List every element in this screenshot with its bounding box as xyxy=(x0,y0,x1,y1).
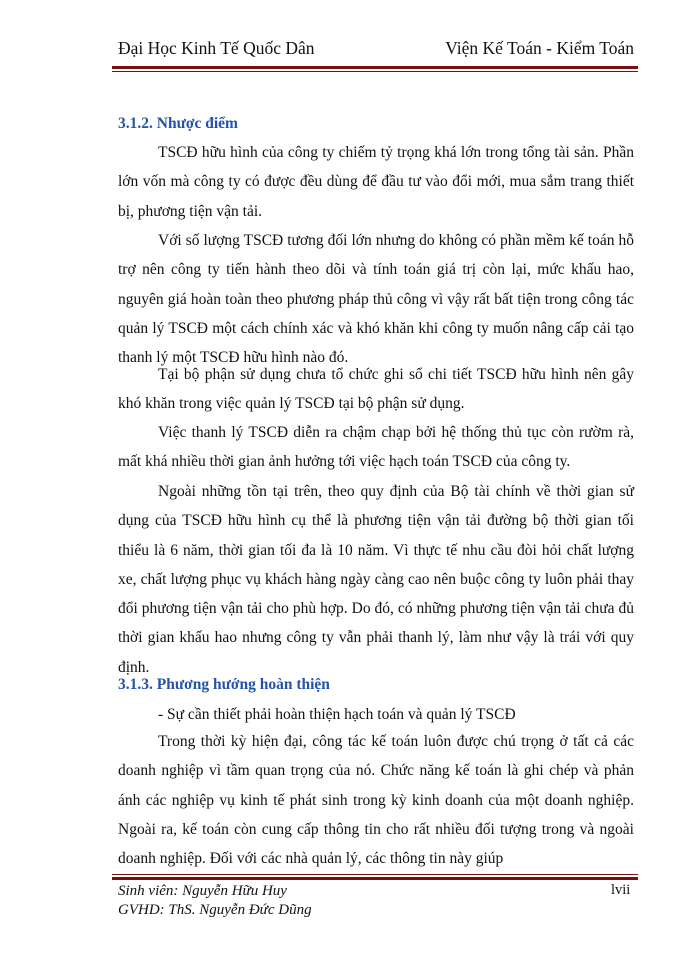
footer-student: Sinh viên: Nguyễn Hữu Huy xyxy=(118,883,287,899)
footer-advisor: GVHD: ThS. Nguyễn Đức Dũng xyxy=(118,902,312,918)
page-number: lvii xyxy=(611,882,631,898)
subheading: - Sự cần thiết phải hoàn thiện hạch toán và quản lý TSCĐ xyxy=(158,706,516,723)
header-rule-thick xyxy=(112,66,638,69)
paragraph: Ngoài những tồn tại trên, theo quy định của Bộ tài chính về thời gian sử dụng của TSCĐ hữu hình cụ thể là phương tiện vận tải đường bộ thời gian tối thiểu là 6 năm, thời gian tối đa là 10 năm. Vì thực tế nhu cầu đòi hỏi chất lượng xe, chất lượng phục vụ khách hàng ngày càng cao nên buộc công ty luôn phải thay đổi phương tiện vận tải cho phù hợp. Do đó, có những phương tiện vận tải chưa đủ thời gian khấu hao nhưng công ty vẫn phải thanh lý, làm như vậy là trái với quy định. xyxy=(118,483,634,676)
paragraph: Tại bộ phận sử dụng chưa tổ chức ghi sổ chi tiết TSCĐ hữu hình nên gây khó khăn trong việc quản lý TSCĐ tại bộ phận sử dụng. xyxy=(118,366,634,413)
section-heading-direction: 3.1.3. Phương hướng hoàn thiện xyxy=(118,676,330,693)
page-header xyxy=(118,36,634,64)
paragraph: Với số lượng TSCĐ tương đối lớn nhưng do không có phần mềm kế toán hỗ trợ nên công ty tiến hành theo dõi và tính toán giá trị còn lại, mức khấu hao, nguyên giá hoàn toàn theo phương pháp thủ công vì vậy rất bất tiện trong công tác quản lý TSCĐ một cách chính xác và khó khăn khi công ty muốn nâng cấp cải tạo thanh lý một TSCĐ hữu hình nào đó. xyxy=(118,232,634,367)
header-rule-thin xyxy=(112,71,638,72)
paragraph: Trong thời kỳ hiện đại, công tác kế toán luôn được chú trọng ở tất cả các doanh nghiệp vì tầm quan trọng của nó. Chức năng kế toán là ghi chép và phản ánh các nghiệp vụ kinh tế phát sinh trong kỳ kinh doanh của một doanh nghiệp. Ngoài ra, kế toán còn cung cấp thông tin cho rất nhiều đối tượng trong và ngoài doanh nghiệp. Đối với các nhà quản lý, các thông tin này giúp xyxy=(118,733,634,868)
footer-rule-thick xyxy=(112,877,638,880)
paragraph: TSCĐ hữu hình của công ty chiếm tỷ trọng khá lớn trong tổng tài sản. Phần lớn vốn mà công ty có được đều dùng để đầu tư vào đổi mới, mua sắm trang thiết bị, phương tiện vận tải. xyxy=(118,144,634,220)
paragraph: Việc thanh lý TSCĐ diễn ra chậm chạp bởi hệ thống thủ tục còn rườm rà, mất khá nhiều thời gian ảnh hưởng tới việc hạch toán TSCĐ của công ty. xyxy=(118,424,634,471)
section-heading-disadvantages: 3.1.2. Nhược điểm xyxy=(118,115,238,132)
header-institute: Viện Kế Toán - Kiểm Toán xyxy=(445,38,634,58)
header-university: Đại Học Kinh Tế Quốc Dân xyxy=(118,38,315,58)
footer-rule-thin xyxy=(112,874,638,875)
